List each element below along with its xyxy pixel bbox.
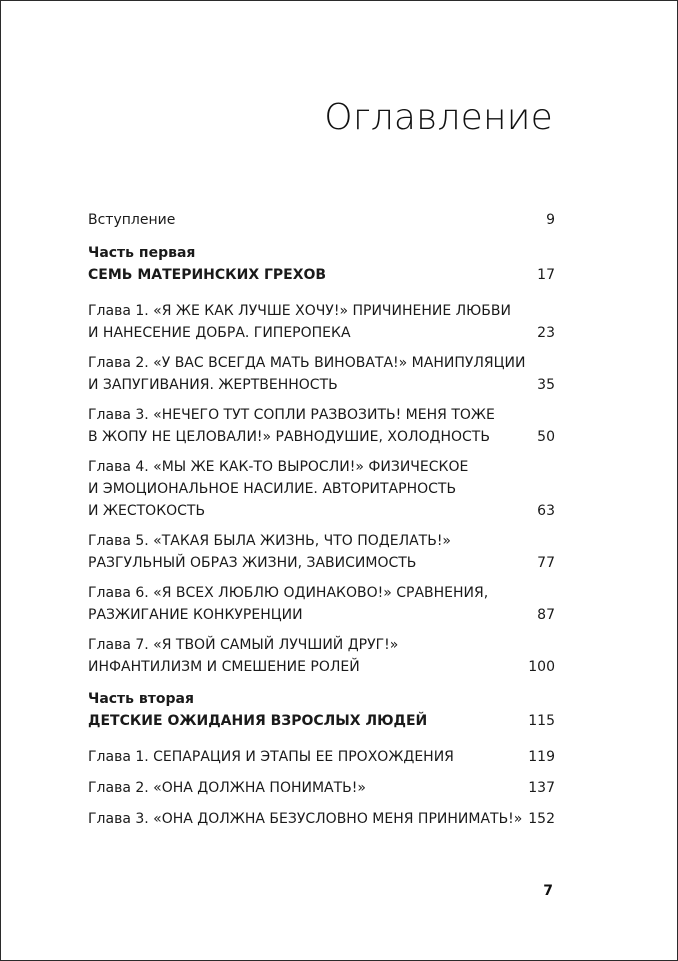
part-1-chapter-list: [88, 300, 555, 678]
toc-chapter-entry: [88, 777, 555, 799]
toc-chapter-entry: [88, 746, 555, 768]
chapter-title-line: И ЖЕСТОКОСТЬ: [88, 503, 206, 519]
toc-page-number: 100: [528, 659, 555, 675]
toc-page-number: 77: [537, 555, 555, 571]
chapter-title-line: Глава 2. «У ВАС ВСЕГДА МАТЬ ВИНОВАТА!» МАНИПУЛЯЦИИ: [88, 355, 526, 371]
page-title: Оглавление: [324, 97, 553, 138]
part-label: Часть вторая: [88, 691, 194, 707]
chapter-title-line: Глава 3. «ОНА ДОЛЖНА БЕЗУСЛОВНО МЕНЯ ПРИНИМАТЬ!»: [88, 811, 523, 827]
toc-chapter-entry: [88, 352, 555, 396]
chapter-title-line: Глава 7. «Я ТВОЙ САМЫЙ ЛУЧШИЙ ДРУГ!»: [88, 637, 399, 653]
chapter-title-line: Глава 4. «МЫ ЖЕ КАК-ТО ВЫРОСЛИ!» ФИЗИЧЕСКОЕ: [88, 459, 469, 475]
toc-page-number: 115: [528, 713, 555, 729]
toc-chapter-entry: [88, 634, 555, 678]
toc-part-1: [88, 242, 555, 286]
toc-entry-intro: [88, 209, 555, 231]
chapter-title-line: И ЗАПУГИВАНИЯ. ЖЕРТВЕННОСТЬ: [88, 377, 338, 393]
chapter-title-line: РАЗГУЛЬНЫЙ ОБРАЗ ЖИЗНИ, ЗАВИСИМОСТЬ: [88, 555, 417, 571]
chapter-title-line: В ЖОПУ НЕ ЦЕЛОВАЛИ!» РАВНОДУШИЕ, ХОЛОДНОСТЬ: [88, 429, 490, 445]
part-label: Часть первая: [88, 245, 196, 261]
chapter-title-line: Глава 6. «Я ВСЕХ ЛЮБЛЮ ОДИНАКОВО!» СРАВНЕНИЯ,: [88, 585, 489, 601]
toc-page-number: 9: [546, 212, 555, 228]
toc-page-number: 35: [537, 377, 555, 393]
toc-entry-label: Вступление: [88, 212, 176, 228]
part-title: ДЕТСКИЕ ОЖИДАНИЯ ВЗРОСЛЫХ ЛЮДЕЙ: [88, 713, 428, 729]
toc-part-2: [88, 688, 555, 732]
toc-chapter-entry: [88, 808, 555, 830]
table-of-contents: [88, 209, 555, 830]
toc-page-number: 87: [537, 607, 555, 623]
chapter-title-line: Глава 2. «ОНА ДОЛЖНА ПОНИМАТЬ!»: [88, 780, 366, 796]
toc-page-number: 63: [537, 503, 555, 519]
chapter-title-line: Глава 3. «НЕЧЕГО ТУТ СОПЛИ РАЗВОЗИТЬ! МЕНЯ ТОЖЕ: [88, 407, 495, 423]
toc-page-number: 119: [528, 749, 555, 765]
toc-page-number: 17: [537, 267, 555, 283]
part-2-chapter-list: [88, 746, 555, 830]
toc-chapter-entry: [88, 456, 555, 522]
part-title: СЕМЬ МАТЕРИНСКИХ ГРЕХОВ: [88, 267, 327, 283]
chapter-title-line: РАЗЖИГАНИЕ КОНКУРЕНЦИИ: [88, 607, 303, 623]
chapter-title-line: Глава 1. СЕПАРАЦИЯ И ЭТАПЫ ЕЕ ПРОХОЖДЕНИЯ: [88, 749, 454, 765]
toc-chapter-entry: [88, 300, 555, 344]
chapter-title-line: И ЭМОЦИОНАЛЬНОЕ НАСИЛИЕ. АВТОРИТАРНОСТЬ: [88, 481, 457, 497]
toc-page-number: 23: [537, 325, 555, 341]
chapter-title-line: Глава 1. «Я ЖЕ КАК ЛУЧШЕ ХОЧУ!» ПРИЧИНЕНИЕ ЛЮБВИ: [88, 303, 511, 319]
chapter-title-line: ИНФАНТИЛИЗМ И СМЕШЕНИЕ РОЛЕЙ: [88, 659, 360, 675]
toc-page-number: 137: [528, 780, 555, 796]
toc-chapter-entry: [88, 530, 555, 574]
toc-chapter-entry: [88, 404, 555, 448]
chapter-title-line: И НАНЕСЕНИЕ ДОБРА. ГИПЕРОПЕКА: [88, 325, 351, 341]
chapter-title-line: Глава 5. «ТАКАЯ БЫЛА ЖИЗНЬ, ЧТО ПОДЕЛАТЬ!»: [88, 533, 452, 549]
toc-page-number: 50: [537, 429, 555, 445]
page-number: 7: [543, 883, 553, 899]
toc-page-number: 152: [528, 811, 555, 827]
toc-chapter-entry: [88, 582, 555, 626]
